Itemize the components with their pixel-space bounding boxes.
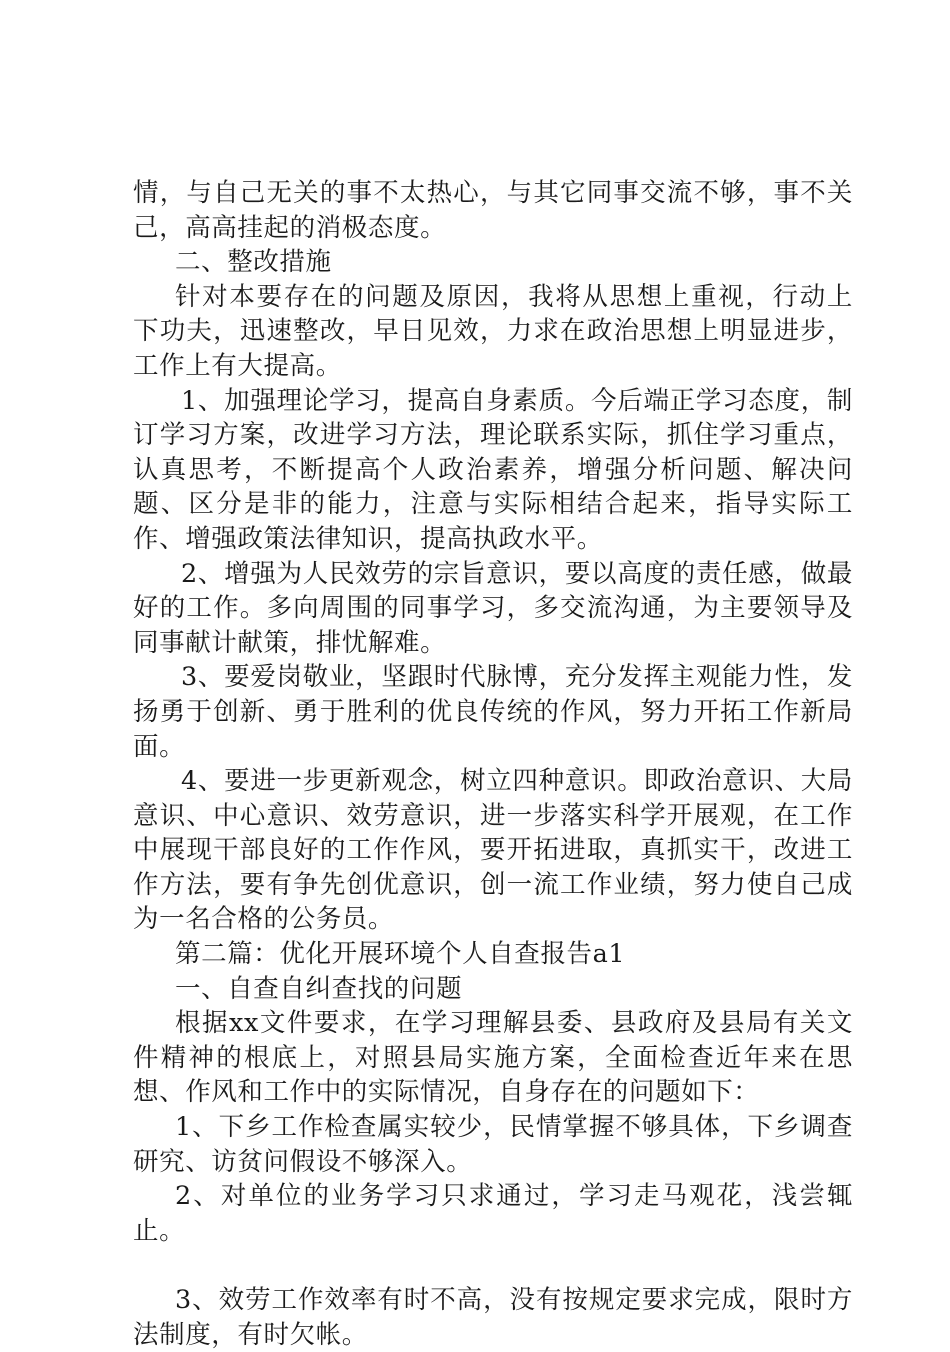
paragraph-problem-3: 3、效劳工作效率有时不高，没有按规定要求完成，限时方法制度，有时欠帐。 <box>133 1285 853 1350</box>
paragraph-item-1: 1、加强理论学习，提高自身素质。今后端正学习态度，制订学习方案，改进学习方法，理论联系实际，抓住学习重点，认真思考，不断提高个人政治素养，增强分析问题、解决问题、区分是非的能力，注意与实际相结合起来，指导实际工作、增强政策法律知识，提高执政水平。 <box>133 385 853 554</box>
paragraph-problem-2: 2、对单位的业务学习只求通过，学习走马观花，浅尝辄止。 <box>133 1181 853 1246</box>
blank-line <box>133 1248 853 1283</box>
paragraph-intro: 针对本要存在的问题及原因，我将从思想上重视，行动上下功夫，迅速整改，早日见效，力求在政治思想上明显进步，工作上有大提高。 <box>133 281 853 381</box>
paragraph-continuation: 情，与自己无关的事不太热心，与其它同事交流不够，事不关己，高高挂起的消极态度。 <box>133 178 853 243</box>
chapter-heading-second: 第二篇：优化开展环境个人自查报告a1 <box>175 939 626 970</box>
section-heading-rectification: 二、整改措施 <box>175 247 332 278</box>
document-body <box>133 176 853 1352</box>
paragraph-self-check-intro: 根据xx文件要求，在学习理解县委、县政府及县局有关文件精神的根底上，对照县局实施方案，全面检查近年来在思想、作风和工作中的实际情况，自身存在的问题如下： <box>133 1008 853 1108</box>
paragraph-item-2: 2、增强为人民效劳的宗旨意识，要以高度的责任感，做最好的工作。多向周围的同事学习，多交流沟通，为主要领导及同事献计献策，排忧解难。 <box>133 558 853 658</box>
paragraph-item-4: 4、要进一步更新观念，树立四种意识。即政治意识、大局意识、中心意识、效劳意识，进一步落实科学开展观，在工作中展现干部良好的工作作风，要开拓进取，真抓实干，改进工作方法，要有争先创优意识，创一流工作业绩，努力使自己成为一名合格的公务员。 <box>133 766 853 935</box>
section-heading-self-check: 一、自查自纠查找的问题 <box>175 973 463 1004</box>
paragraph-item-3: 3、要爱岗敬业，坚跟时代脉博，充分发挥主观能力性，发扬勇于创新、勇于胜利的优良传统的作风，努力开拓工作新局面。 <box>133 662 853 762</box>
paragraph-problem-1: 1、下乡工作检查属实较少，民情掌握不够具体，下乡调查研究、访贫问假设不够深入。 <box>133 1112 853 1177</box>
